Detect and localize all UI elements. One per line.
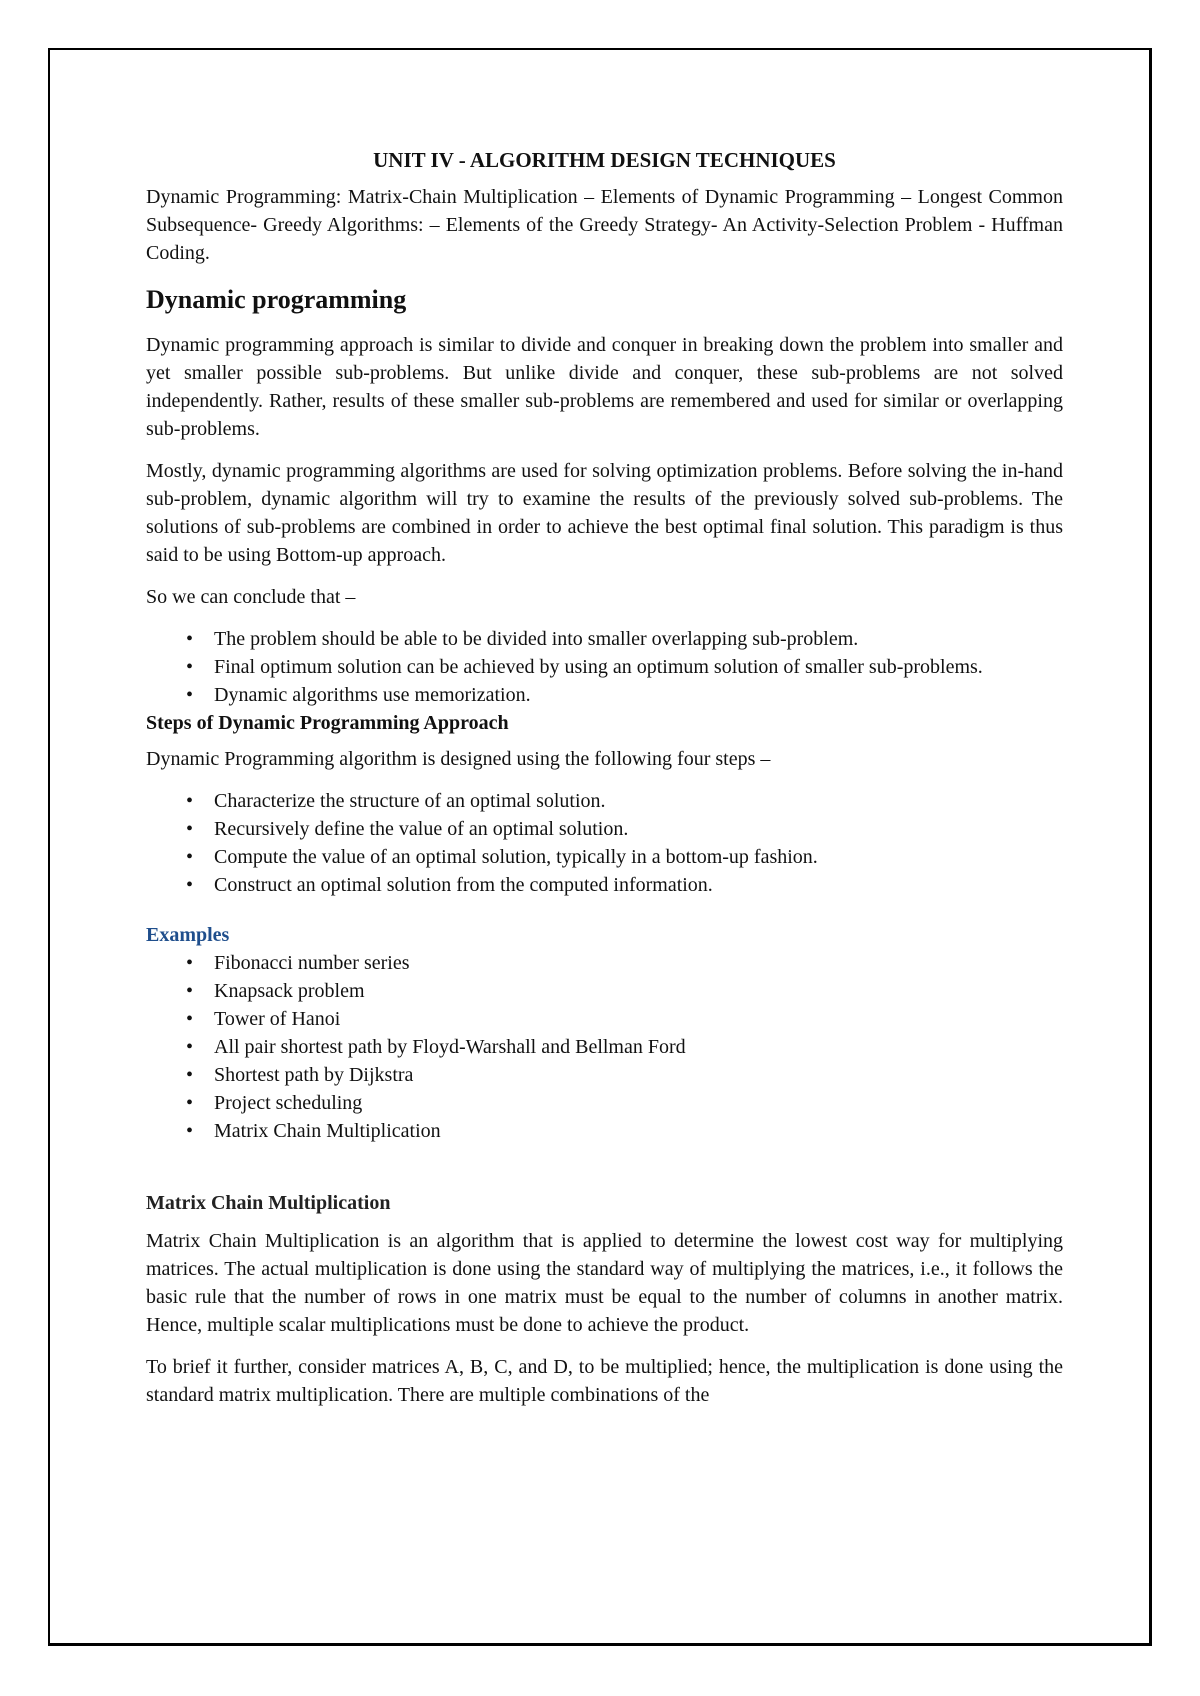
bullet-icon: • — [186, 980, 194, 1002]
steps-intro: Dynamic Programming algorithm is designed using the following four steps – — [146, 748, 771, 770]
list-item: • The problem should be able to be divided into smaller overlapping sub-problem. — [146, 625, 1063, 653]
bullet-icon: • — [186, 1036, 194, 1058]
list-item: • Characterize the structure of an optimal solution. — [146, 787, 1063, 815]
list-item: • Construct an optimal solution from the computed information. — [146, 871, 1063, 899]
bullet-icon: • — [186, 846, 194, 868]
examples-list — [146, 949, 1063, 1145]
bullet-icon: • — [186, 952, 194, 974]
steps-list — [146, 787, 1063, 899]
bullet-icon: • — [186, 1064, 194, 1086]
document-body — [146, 140, 1063, 1423]
list-item: • Matrix Chain Multiplication — [146, 1117, 1063, 1145]
bullet-icon: • — [186, 874, 194, 896]
unit-title: UNIT IV - ALGORITHM DESIGN TECHNIQUES — [373, 148, 836, 172]
examples-heading: Examples — [146, 924, 230, 946]
mcm-paragraph-continued: To brief it further, consider matrices A, B, C, and D, to be multiplied; hence, the multiplication is done using the standard matrix multiplication. There are multiple combinations of the — [146, 1356, 1063, 1406]
list-item: • Final optimum solution can be achieved by using an optimum solution of smaller sub-problems. — [146, 653, 1063, 681]
list-item: • Recursively define the value of an optimal solution. — [146, 815, 1063, 843]
optimization-paragraph: Mostly, dynamic programming algorithms are used for solving optimization problems. Before solving the in-hand sub-problem, dynamic algorithm will try to examine the results of the previously solved sub-problems. The solutions of sub-problems are combined in order to achieve the best optimal final solution. This paradigm is thus said to be using Bottom-up approach. — [146, 460, 1063, 566]
conclusion-list — [146, 625, 1063, 709]
intro-paragraph: Dynamic programming approach is similar to divide and conquer in breaking down the problem into smaller and yet smaller possible sub-problems. But unlike divide and conquer, these sub-problems are not solved independently. Rather, results of these smaller sub-problems are remembered and used for similar or overlapping sub-problems. — [146, 334, 1063, 440]
bullet-icon: • — [186, 1120, 194, 1142]
bullet-icon: • — [186, 656, 194, 678]
list-item: • Compute the value of an optimal solution, typically in a bottom-up fashion. — [146, 843, 1063, 871]
list-item: • Knapsack problem — [146, 977, 1063, 1005]
mcm-paragraph: Matrix Chain Multiplication is an algorithm that is applied to determine the lowest cost way for multiplying matrices. The actual multiplication is done using the standard way of multiplying the matrices, i.e., it follows the basic rule that the number of rows in one matrix must be equal to the number of columns in another matrix. Hence, multiple scalar multiplications must be done to achieve the product. — [146, 1230, 1063, 1336]
list-item: • All pair shortest path by Floyd-Warshall and Bellman Ford — [146, 1033, 1063, 1061]
syllabus-paragraph: Dynamic Programming: Matrix-Chain Multiplication – Elements of Dynamic Programming – Longest Common Subsequence- Greedy Algorithms: – Elements of the Greedy Strategy- An Activity-Selection Problem - Huffman Coding. — [146, 186, 1063, 264]
list-item: • Fibonacci number series — [146, 949, 1063, 977]
steps-heading: Steps of Dynamic Programming Approach — [146, 712, 509, 734]
bullet-icon: • — [186, 628, 194, 650]
bullet-icon: • — [186, 1008, 194, 1030]
list-item: • Dynamic algorithms use memorization. — [146, 681, 1063, 709]
bullet-icon: • — [186, 790, 194, 812]
bullet-icon: • — [186, 684, 194, 706]
section-title: Dynamic programming — [146, 285, 407, 314]
bullet-icon: • — [186, 818, 194, 840]
mcm-heading: Matrix Chain Multiplication — [146, 1192, 391, 1214]
conclude-line: So we can conclude that – — [146, 586, 356, 608]
list-item: • Project scheduling — [146, 1089, 1063, 1117]
bullet-icon: • — [186, 1092, 194, 1114]
list-item: • Shortest path by Dijkstra — [146, 1061, 1063, 1089]
list-item: • Tower of Hanoi — [146, 1005, 1063, 1033]
